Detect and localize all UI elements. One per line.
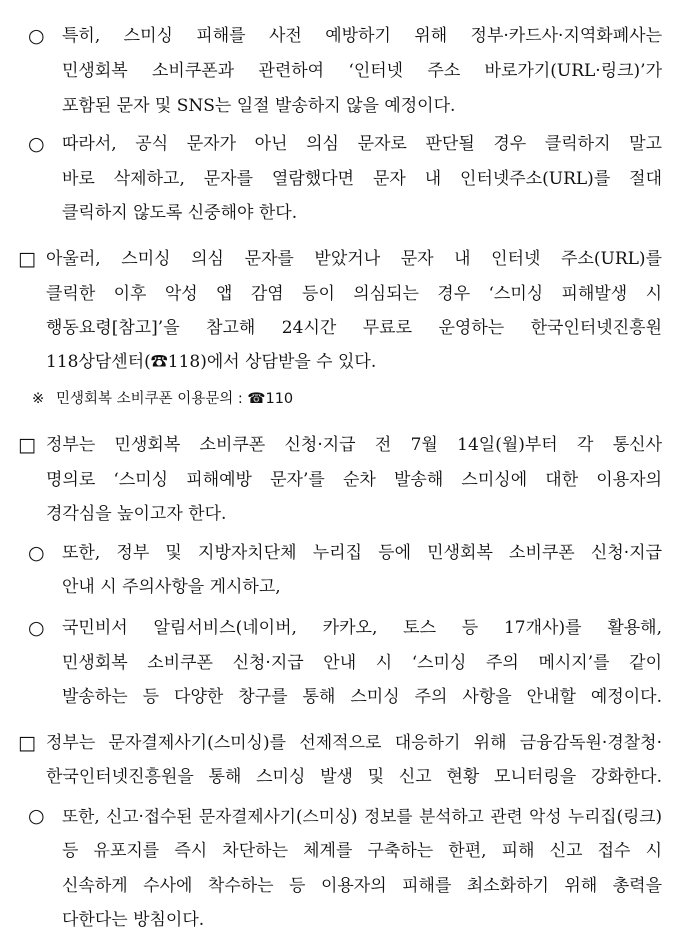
paragraph-line: 정부는 문자결제사기(스미싱)를 선제적으로 대응하기 위해 금융감독원·경찰청·: [46, 733, 662, 753]
paragraph-line: 발송하는 등 다양한 창구를 통해 스미싱 주의 사항을 안내할 예정이다.: [62, 687, 662, 707]
paragraph-line: 경각심을 높이고자 한다.: [46, 504, 227, 524]
circle-bullet: ○: [28, 133, 45, 155]
circle-bullet: ○: [28, 805, 45, 827]
paragraph-line: 또한, 정부 및 지방자치단체 누리집 등에 민생회복 소비쿠폰 신청·지급: [62, 543, 662, 563]
paragraph-line: 신속하게 수사에 착수하는 등 이용자의 피해를 최소화하기 위해 총력을: [62, 876, 662, 896]
paragraph-line: 명의로 ‘스미싱 피해예방 문자’를 순차 발송해 스미싱에 대한 이용자의: [46, 470, 662, 490]
square-bullet: □: [18, 732, 36, 754]
square-bullet: □: [18, 248, 36, 270]
circle-bullet: ○: [28, 25, 45, 47]
paragraph-line: 또한, 신고·접수된 문자결제사기(스미싱) 정보를 분석하고 관련 악성 누리집(링크): [62, 806, 662, 826]
reference-mark: ※: [32, 391, 45, 407]
paragraph-line: 포함된 문자 및 SNS는 일절 발송하지 않을 예정이다.: [62, 96, 456, 116]
paragraph-line: 클릭하지 않도록 신중해야 한다.: [62, 203, 298, 223]
paragraph-line: 118상담센터(☎118)에서 상담받을 수 있다.: [46, 352, 377, 372]
paragraph-line: 민생회복 소비쿠폰과 관련하여 ‘인터넷 주소 바로가기(URL·링크)’가: [62, 61, 662, 81]
paragraph-line: 클릭한 이후 악성 앱 감염 등이 의심되는 경우 ‘스미싱 피해발생 시: [46, 284, 662, 304]
paragraph-line: 한국인터넷진흥원을 통해 스미싱 발생 및 신고 현황 모니터링을 강화한다.: [46, 767, 662, 787]
paragraph-line: 따라서, 공식 문자가 아닌 의심 문자로 판단될 경우 클릭하지 말고: [62, 134, 662, 154]
paragraph-line: 다한다는 방침이다.: [62, 910, 205, 930]
paragraph-line: 바로 삭제하고, 문자를 열람했다면 문자 내 인터넷주소(URL)를 절대: [62, 169, 662, 189]
circle-bullet: ○: [28, 542, 45, 564]
paragraph-line: 안내 시 주의사항을 게시하고,: [62, 577, 281, 597]
paragraph-line: 등 유포지를 즉시 차단하는 체계를 구축하는 한편, 피해 신고 접수 시: [62, 841, 662, 861]
paragraph-line: 정부는 민생회복 소비쿠폰 신청·지급 전 7월 14일(월)부터 각 통신사: [46, 435, 662, 455]
square-bullet: □: [18, 434, 36, 456]
paragraph-line: 아울러, 스미싱 의심 문자를 받았거나 문자 내 인터넷 주소(URL)를: [46, 249, 662, 269]
circle-bullet: ○: [28, 617, 45, 639]
paragraph-line: 민생회복 소비쿠폰 신청·지급 안내 시 ‘스미싱 주의 메시지’를 같이: [62, 653, 662, 673]
paragraph-line: 행동요령[참고]’을 참고해 24시간 무료로 운영하는 한국인터넷진흥원: [46, 318, 662, 338]
inquiry-note: 민생회복 소비쿠폰 이용문의 : ☎110: [56, 391, 294, 407]
paragraph-line: 특히, 스미싱 피해를 사전 예방하기 위해 정부·카드사·지역화폐사는: [62, 26, 662, 46]
paragraph-line: 국민비서 알림서비스(네이버, 카카오, 토스 등 17개사)를 활용해,: [62, 618, 662, 638]
